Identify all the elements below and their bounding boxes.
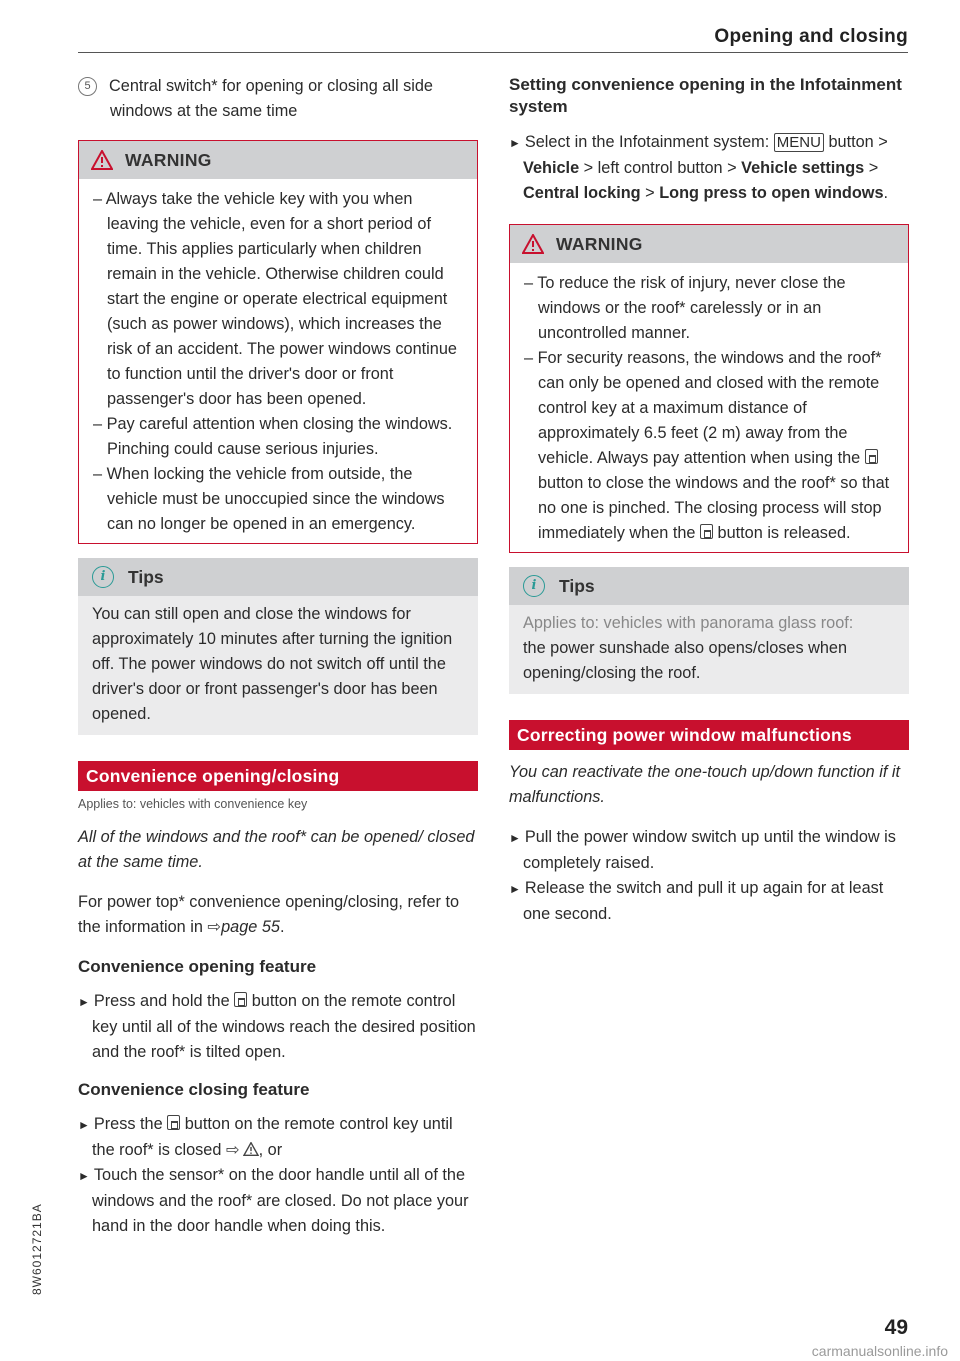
- warning-title: WARNING: [556, 233, 643, 254]
- warning-header: [79, 141, 477, 179]
- circled-number-5: 5: [78, 77, 97, 96]
- warning-triangle-icon: [91, 150, 113, 170]
- tips-box-left: [78, 558, 478, 735]
- step-item: ► Press the button on the remote control key until the roof* is closed ⇨ , or: [78, 1115, 453, 1159]
- tips-text: the power sunshade also opens/closes when opening/closing the roof.: [523, 639, 848, 682]
- tips-title: Tips: [559, 575, 595, 596]
- tips-applies-note: Applies to: vehicles with panorama glass roof:: [523, 614, 854, 632]
- warning-item: – For security reasons, the windows and the roof* can only be opened and closed with the remote control key at a maximum distance of approximately 6.5 feet (2 m) away from the vehicle. Always pay attention when using the button to close the windows and the roof* so that no one is pinched. The closing process will stop immediately when the button is released.: [524, 349, 890, 542]
- subheading-closing: Convenience closing feature: [78, 1080, 310, 1099]
- applies-note: Applies to: vehicles with convenience key: [78, 797, 308, 811]
- list-item-5: [78, 74, 478, 124]
- warning-box-right: [509, 224, 909, 553]
- info-icon: i: [92, 566, 114, 588]
- reference-arrow-icon: ⇨: [207, 918, 222, 936]
- step-item: ► Press and hold the button on the remote control key until all of the windows reach the desired position and the roof* is tilted open.: [78, 992, 476, 1061]
- lock-key-icon: [700, 524, 713, 539]
- warning-reference-icon[interactable]: [243, 1142, 259, 1156]
- info-icon: i: [523, 575, 545, 597]
- paragraph-power-top: For power top* convenience opening/closing, refer to the information in ⇨page 55.: [78, 893, 460, 936]
- section-title-malfunctions: Correcting power window malfunctions: [509, 720, 909, 750]
- section-intro: All of the windows and the roof* can be opened/ closed at the same time.: [78, 828, 475, 871]
- right-column: [509, 74, 909, 927]
- lock-key-icon: [865, 449, 878, 464]
- step-item: ► Pull the power window switch up until the window is completely raised.: [509, 828, 896, 872]
- page-header-title: Opening and closing: [714, 26, 908, 47]
- left-column: [78, 74, 478, 1239]
- page-reference-link[interactable]: page 55: [221, 918, 280, 936]
- warning-item: – To reduce the risk of injury, never close the windows or the roof* carelessly or in an uncontrolled manner.: [524, 274, 846, 342]
- bullet-arrow-icon: ►: [509, 136, 521, 150]
- section-title-convenience: Convenience opening/closing: [78, 761, 478, 791]
- tips-header: [78, 558, 478, 596]
- tips-body: You can still open and close the windows for approximately 10 minutes after turning the ignition off. The power windows do not switch off until the driver's door or front passenger's door has been opened.: [78, 596, 478, 735]
- warning-item: – Always take the vehicle key with you when leaving the vehicle, even for a short period of time. This applies particularly when children remain in the vehicle. Otherwise children could start the engine or operate electrical equipment (such as power windows), which increases the risk of an accident. The power windows continue to function until the driver's door or front passenger's door has been opened.: [93, 190, 457, 408]
- page-number: 49: [884, 1316, 908, 1339]
- subheading-opening: Convenience opening feature: [78, 957, 317, 976]
- tips-body: [509, 605, 909, 694]
- subheading-setting: Setting convenience opening in the Infotainment system: [509, 75, 902, 116]
- warning-item: – When locking the vehicle from outside, the vehicle must be unoccupied since the windows can no longer be opened in an emergency.: [93, 465, 445, 533]
- header-divider: [78, 52, 908, 53]
- step-item: ► Select in the Infotainment system: MENU button > Vehicle > left control button > Vehicle settings > Central locking > Long press to open windows.: [509, 133, 889, 202]
- bullet-arrow-icon: ►: [509, 882, 521, 896]
- tips-header: [509, 567, 909, 605]
- unlock-key-icon: [234, 992, 247, 1007]
- warning-header: [510, 225, 908, 263]
- menu-key-label: MENU: [774, 133, 824, 152]
- reference-arrow-icon: ⇨: [225, 1141, 240, 1159]
- warning-body: [79, 179, 477, 543]
- bullet-arrow-icon: ►: [78, 1169, 90, 1183]
- step-item: ► Touch the sensor* on the door handle until all of the windows and the roof* are closed. Do not place your hand in the door handle when doing this.: [78, 1166, 469, 1235]
- list-item-5-text: Central switch* for opening or closing all side windows at the same time: [109, 77, 433, 120]
- section-intro: You can reactivate the one-touch up/down function if it malfunctions.: [509, 763, 901, 806]
- bullet-arrow-icon: ►: [78, 995, 90, 1009]
- document-code: 8W6012721BA: [30, 1203, 44, 1295]
- tips-title: Tips: [128, 566, 164, 587]
- bullet-arrow-icon: ►: [509, 831, 521, 845]
- tips-box-right: [509, 567, 909, 694]
- warning-body: [510, 263, 908, 552]
- warning-box-left: [78, 140, 478, 544]
- warning-triangle-icon: [522, 234, 544, 254]
- step-item: ► Release the switch and pull it up again for at least one second.: [509, 879, 884, 923]
- watermark: carmanualsonline.info: [811, 1343, 948, 1359]
- warning-item: – Pay careful attention when closing the windows. Pinching could cause serious injuries.: [93, 415, 453, 458]
- bullet-arrow-icon: ►: [78, 1118, 90, 1132]
- warning-title: WARNING: [125, 149, 212, 170]
- lock-key-icon: [167, 1115, 180, 1130]
